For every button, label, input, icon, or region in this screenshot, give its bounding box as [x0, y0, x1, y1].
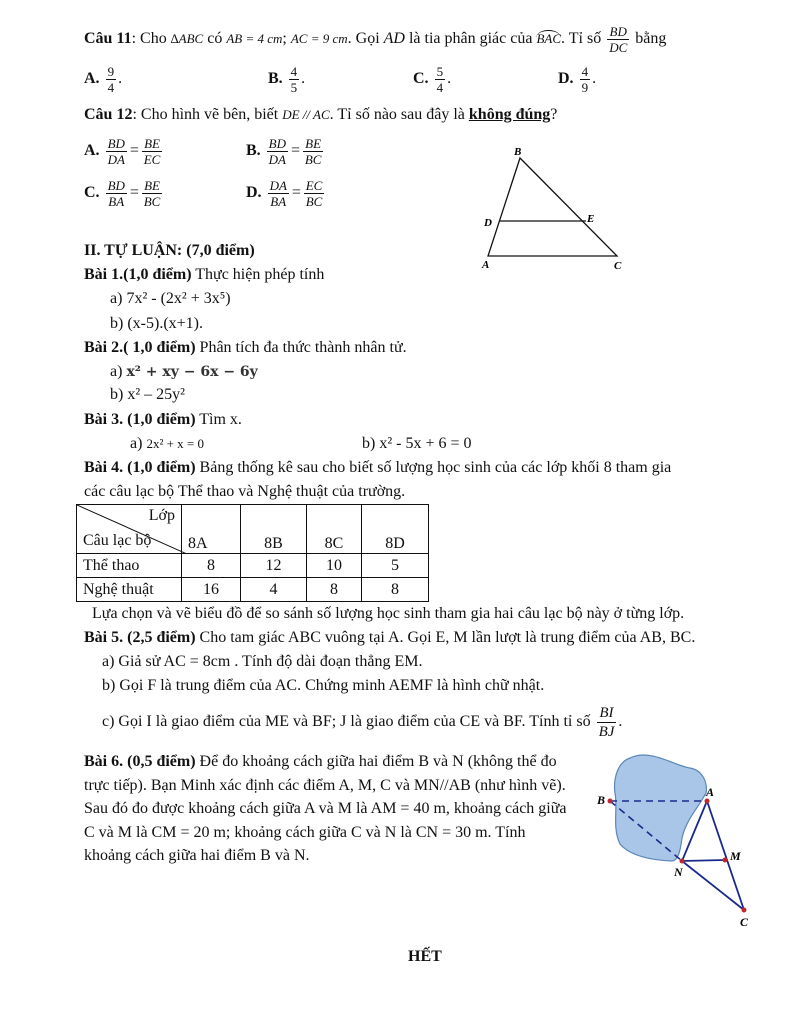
- q11-ab: AB = 4 cm: [226, 31, 283, 47]
- triangle-abc: [488, 158, 617, 256]
- q12-triangle-figure: [470, 140, 640, 280]
- q12-option-a: A. $\frac{BD}{DA}$ = $\frac{BE}{EC}$: [84, 136, 161, 167]
- bai3-a: [130, 435, 204, 453]
- label-e: E: [587, 213, 595, 225]
- bai3-a-expr: 2x² + x = 0: [146, 436, 204, 451]
- bai1-a-label: a): [110, 290, 127, 307]
- bai2-b-expr: x² – 25y²: [127, 386, 185, 403]
- q11-label: Câu 11: [84, 30, 132, 48]
- bai2-desc: Phân tích đa thức thành nhân tử.: [195, 339, 407, 356]
- bai5-c: [102, 704, 622, 741]
- bai1-a-expr: 7x² - (2x² + 3x⁵): [126, 290, 231, 307]
- table-cell: 10: [307, 554, 362, 578]
- q12-emphasis: không đúng: [468, 106, 551, 123]
- bai3-desc: Tìm x.: [195, 411, 242, 428]
- bai2-a: [110, 363, 258, 381]
- point-b: [608, 799, 613, 804]
- table-row: [77, 578, 429, 602]
- q11-text-e: . Tỉ số: [561, 30, 606, 48]
- bai3-heading: [84, 411, 242, 429]
- table-cell: 4: [241, 578, 307, 602]
- q11-stem: [84, 24, 666, 55]
- q11-option-c: C. $\frac{5}{4}$ .: [413, 64, 452, 95]
- q12-option-b: B. $\frac{BD}{DA}$ = $\frac{BE}{BC}$: [246, 136, 322, 167]
- q12-option-c: C. $\frac{BD}{BA}$ = $\frac{BE}{BC}$: [84, 178, 161, 209]
- bai2-heading: [84, 339, 407, 357]
- bai5-c-ratio: $\frac{BI}{BJ}$: [598, 705, 615, 740]
- table-cell: 5: [362, 554, 429, 578]
- q11-option-b: B. $\frac{4}{5}$ .: [268, 64, 306, 95]
- bai6-title: Bài 6. (0,5 điểm): [84, 753, 196, 770]
- bai3-b-label: b): [362, 435, 380, 452]
- table-cell: 12: [241, 554, 307, 578]
- label-a: A: [482, 259, 490, 271]
- q11-sep: ;: [282, 30, 291, 48]
- q12-option-d: D. $\frac{DA}{BA}$ = $\frac{EC}{BC}$: [246, 178, 323, 209]
- q12-condition: DE // AC: [282, 107, 330, 122]
- label-b: B: [514, 146, 522, 158]
- table-cell: 8: [362, 578, 429, 602]
- bai3-b: [362, 435, 472, 453]
- bai1-a: [110, 290, 231, 308]
- end-marker: HẾT: [408, 948, 442, 965]
- point-n: [680, 859, 685, 864]
- q11-text-d: là tia phân giác của: [404, 30, 537, 48]
- q12-stem: [84, 106, 557, 124]
- bai1-heading: [84, 266, 324, 284]
- q11-text-c: . Gọi: [347, 30, 384, 48]
- bai5-a: a) Giả sử AC = 8cm . Tính độ dài đoạn thẳng EM.: [102, 653, 423, 670]
- bai4-title: Bài 4. (1,0 điểm): [84, 459, 196, 476]
- bai5-c-text: c) Gọi I là giao điểm của ME và BF; J là giao điểm của CE và BF. Tính tỉ số: [102, 713, 595, 731]
- bai1-b: [110, 315, 203, 333]
- bai6-paragraph: [84, 750, 574, 868]
- bai2-title: Bài 2.( 1,0 điểm): [84, 339, 196, 356]
- label-a: A: [706, 785, 715, 799]
- bai1-title: Bài 1.(1,0 điểm): [84, 266, 192, 283]
- table-cell: 8: [307, 578, 362, 602]
- label-m: M: [730, 849, 741, 863]
- bai3-title: Bài 3. (1,0 điểm): [84, 411, 196, 428]
- class-header: 8C: [307, 505, 362, 554]
- bai2-b-label: b): [110, 386, 128, 403]
- bai4-desc-2: các câu lạc bộ Thể thao và Nghệ thuật của trường.: [84, 483, 406, 500]
- bai5-title: Bài 5. (2,5 điểm): [84, 629, 196, 646]
- label-n: N: [674, 865, 683, 879]
- point-a: [705, 799, 710, 804]
- bai5-b: b) Gọi F là trung điểm của AC. Chứng minh AEMF là hình chữ nhật.: [102, 677, 545, 694]
- table-cell: 8: [182, 554, 241, 578]
- point-c: [742, 908, 747, 913]
- bai2-a-expr: x² + xy − 6x − 6y: [126, 364, 258, 380]
- bai5-c-end: .: [618, 713, 623, 731]
- q11-text-b: có: [203, 30, 227, 48]
- label-d: D: [484, 217, 492, 229]
- corner-top-label: Lớp: [148, 507, 175, 524]
- bai4-table: [76, 504, 429, 602]
- bai4-task: Lựa chọn và vẽ biểu đồ để so sánh số lượng học sinh tham gia hai câu lạc bộ này ở từng lớp.: [92, 605, 685, 622]
- q11-ad: AD: [383, 30, 405, 48]
- bai5-heading: [84, 629, 695, 647]
- table-row: [77, 554, 429, 578]
- bai6-text: Để đo khoảng cách giữa hai điểm B và N (không thể đo trực tiếp). Bạn Minh xác định các điểm A, M, C và MN//AB (như hình vẽ). Sau đó đo được khoảng cách giữa A và M là AM = 40 m, khoảng cách giữa C và M là CM = 20 m; khoảng cách giữa C và N là CN = 30 m. Tính khoảng cách giữa hai điểm B và N.: [84, 753, 567, 864]
- q12-text-c: ?: [550, 106, 558, 123]
- class-header: 8B: [241, 505, 307, 554]
- q12-text-b: . Tỉ số nào sau đây là: [329, 106, 469, 123]
- segment-nc: [682, 861, 744, 910]
- bai1-desc: Thực hiện phép tính: [191, 266, 325, 283]
- segment-nm: [682, 860, 725, 861]
- class-header: 8A: [182, 505, 241, 554]
- bai3-a-label: a): [130, 435, 147, 452]
- q11-triangle: ∆ABC: [170, 31, 204, 47]
- class-header: 8D: [362, 505, 429, 554]
- q11-angle: BAC: [536, 31, 562, 47]
- table-header-row: [77, 505, 429, 554]
- club-name: Thể thao: [77, 554, 182, 578]
- q11-option-a: A. $\frac{9}{4}$ .: [84, 64, 123, 95]
- bai3-b-expr: x² - 5x + 6 = 0: [379, 435, 472, 452]
- bai5-desc: Cho tam giác ABC vuông tại A. Gọi E, M lần lượt là trung điểm của AB, BC.: [195, 629, 696, 646]
- q12-label: Câu 12: [84, 106, 133, 123]
- q11-ac: AC = 9 cm: [290, 31, 348, 47]
- q12-text-a: : Cho hình vẽ bên, biết: [132, 106, 283, 123]
- q11-option-d: D. $\frac{4}{9}$ .: [558, 64, 597, 95]
- lake-region: [615, 755, 707, 861]
- bai2-b: [110, 386, 185, 404]
- corner-bottom-label: Câu lạc bộ: [83, 532, 152, 549]
- bai2-a-label: a): [110, 363, 127, 380]
- label-b: B: [597, 793, 606, 807]
- bai4-heading: [84, 459, 671, 477]
- bai1-b-label: b): [110, 315, 128, 332]
- bai1-b-expr: (x-5).(x+1).: [127, 315, 203, 332]
- label-c: C: [614, 260, 622, 272]
- label-c: C: [740, 915, 749, 929]
- bai4-desc-1: Bảng thống kê sau cho biết số lượng học sinh của các lớp khối 8 tham gia: [195, 459, 672, 476]
- table-corner-cell: [77, 505, 182, 554]
- table-cell: 16: [182, 578, 241, 602]
- q11-text: : Cho: [131, 30, 171, 48]
- part-2-title: II. TỰ LUẬN: (7,0 điểm): [84, 242, 255, 259]
- point-m: [723, 858, 728, 863]
- q11-ratio: $\frac{BD}{DC}$: [609, 24, 628, 55]
- q11-text-f: bằng: [631, 30, 667, 48]
- club-name: Nghệ thuật: [77, 578, 182, 602]
- bai6-figure: [590, 748, 770, 938]
